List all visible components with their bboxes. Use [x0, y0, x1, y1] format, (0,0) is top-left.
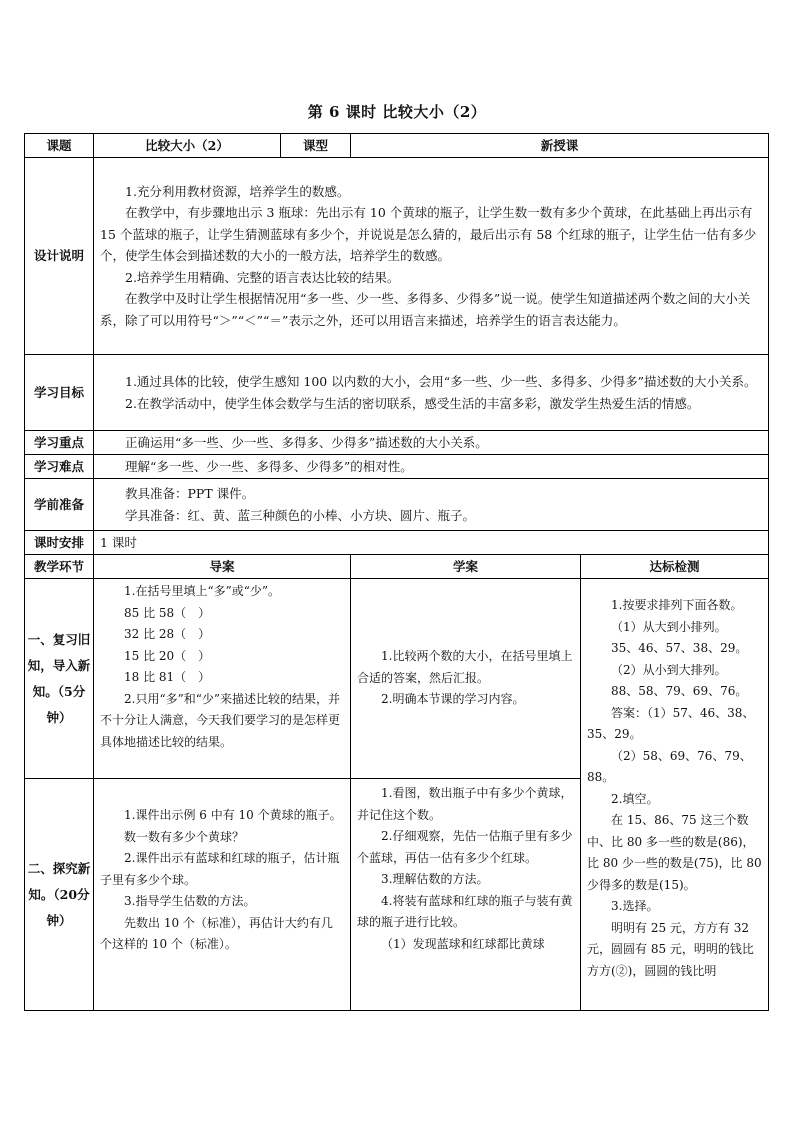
design-content [94, 158, 769, 355]
design-paragraph: 在教学中及时让学生根据情况用“多一些、少一些、多得多、少得多”说一说。使学生知道描述两个数之间的大小关系，除了可以用符号“＞”“＜”“＝”表示之外，还可以用语言来描述，培养学生的语言表达能力。 [100, 291, 751, 328]
topic-value: 比较大小（2） [94, 134, 281, 158]
col-check-header: 达标检测 [581, 555, 769, 579]
lesson-type-label: 课型 [281, 134, 351, 158]
objectives-label: 学习目标 [25, 355, 94, 431]
design-paragraph: 2.培养学生用精确、完整的语言表达比较的结果。 [125, 269, 400, 285]
row-preparation [25, 479, 769, 531]
schedule-label: 课时安排 [25, 531, 94, 555]
row-column-headers [25, 555, 769, 579]
design-paragraph: 在教学中，有步骤地出示 3 瓶球：先出示有 10 个黄球的瓶子，让学生数一数有多少个黄球，在此基础上再出示有 15 个蓝球的瓶子，让学生猜测蓝球有多少个，并说说是怎么猜的，最后出示有 58 个红球的瓶子，让学生估一估有多少个，使学生体会到描述数的大小的一般方法，培养学生的数感。 [100, 205, 757, 264]
stage-1-guide: 1.在括号里填上“多”或“少”。 85 比 58（ ） 32 比 28（ ） 15 比 20（ ） 18 比 81（ ） 2.只用“多”和“少”来描述比较的结果，并不十分让人满意，今天我们要学习的是怎样更具体地描述比较的结果。 [94, 579, 351, 779]
row-topic [25, 134, 769, 158]
difficulty-label: 学习难点 [25, 455, 94, 479]
row-key-point [25, 431, 769, 455]
col-study-header: 学案 [351, 555, 581, 579]
col-guide-header: 导案 [94, 555, 351, 579]
objectives-content [94, 355, 769, 431]
design-paragraph: 1.充分利用教材资源，培养学生的数感。 [125, 183, 350, 199]
design-label: 设计说明 [25, 158, 94, 355]
row-stage-1 [25, 579, 769, 779]
difficulty-value: 理解“多一些、少一些、多得多、少得多”的相对性。 [94, 455, 769, 479]
row-schedule [25, 531, 769, 555]
preparation-content [94, 479, 769, 531]
preparation-line: 学具准备：红、黄、蓝三种颜色的小棒、小方块、圆片、瓶子。 [125, 507, 476, 523]
preparation-label: 学前准备 [25, 479, 94, 531]
stage-2-study: 1.看图，数出瓶子中有多少个黄球，并记住这个数。 2.仔细观察，先估一估瓶子里有多少个蓝球，再估一估有多少个红球。 3.理解估数的方法。 4.将装有蓝球和红球的瓶子与装有黄球的瓶子进行比较。 （1）发现蓝球和红球都比黄球 [351, 779, 581, 1011]
stage-1-name: 一、复习旧知，导入新知。（5分钟） [25, 579, 94, 779]
check-content: 1.按要求排列下面各数。 （1）从大到小排列。 35、46、57、38、29。 （2）从小到大排列。 88、58、79、69、76。 答案：（1）57、46、38、35、29。 （2）58、69、76、79、88。 2.填空。 在 15、86、75 这三个数中、比 80 多一些的数是(86)，比 80 少一些的数是(75)，比 80 少得多的数是(15)。 3.选择。 明明有 25 元，方方有 32 元，圆圆有 85 元，明明的钱比方方(②)，圆圆的钱比明 [581, 579, 769, 1011]
lesson-type-value: 新授课 [351, 134, 769, 158]
preparation-line: 教具准备：PPT 课件。 [125, 486, 255, 501]
col-stage-header: 教学环节 [25, 555, 94, 579]
row-difficulty [25, 455, 769, 479]
objective-paragraph: 1.通过具体的比较，使学生感知 100 以内数的大小，会用“多一些、少一些、多得多、少得多”描述数的大小关系。 [125, 374, 757, 389]
row-objectives [25, 355, 769, 431]
topic-label: 课题 [25, 134, 94, 158]
key-point-value: 正确运用“多一些、少一些、多得多、少得多”描述数的大小关系。 [94, 431, 769, 455]
key-point-label: 学习重点 [25, 431, 94, 455]
stage-2-guide: 1.课件出示例 6 中有 10 个黄球的瓶子。 数一数有多少个黄球？ 2.课件出示有蓝球和红球的瓶子，估计瓶子里有多少个球。 3.指导学生估数的方法。 先数出 10 个（标准），再估计大约有几个这样的 10 个（标准）。 [94, 779, 351, 1011]
lesson-plan-table [24, 133, 769, 1011]
schedule-value: 1 课时 [94, 531, 769, 555]
objective-paragraph: 2.在教学活动中，使学生体会数学与生活的密切联系，感受生活的丰富多彩，激发学生热爱生活的情感。 [125, 395, 700, 411]
row-design [25, 158, 769, 355]
stage-1-study: 1.比较两个数的大小，在括号里填上合适的答案，然后汇报。 2.明确本节课的学习内容。 [351, 579, 581, 779]
stage-2-name: 二、探究新知。（20分钟） [25, 779, 94, 1011]
page-title: 第 6 课时 比较大小（2） [307, 103, 487, 121]
